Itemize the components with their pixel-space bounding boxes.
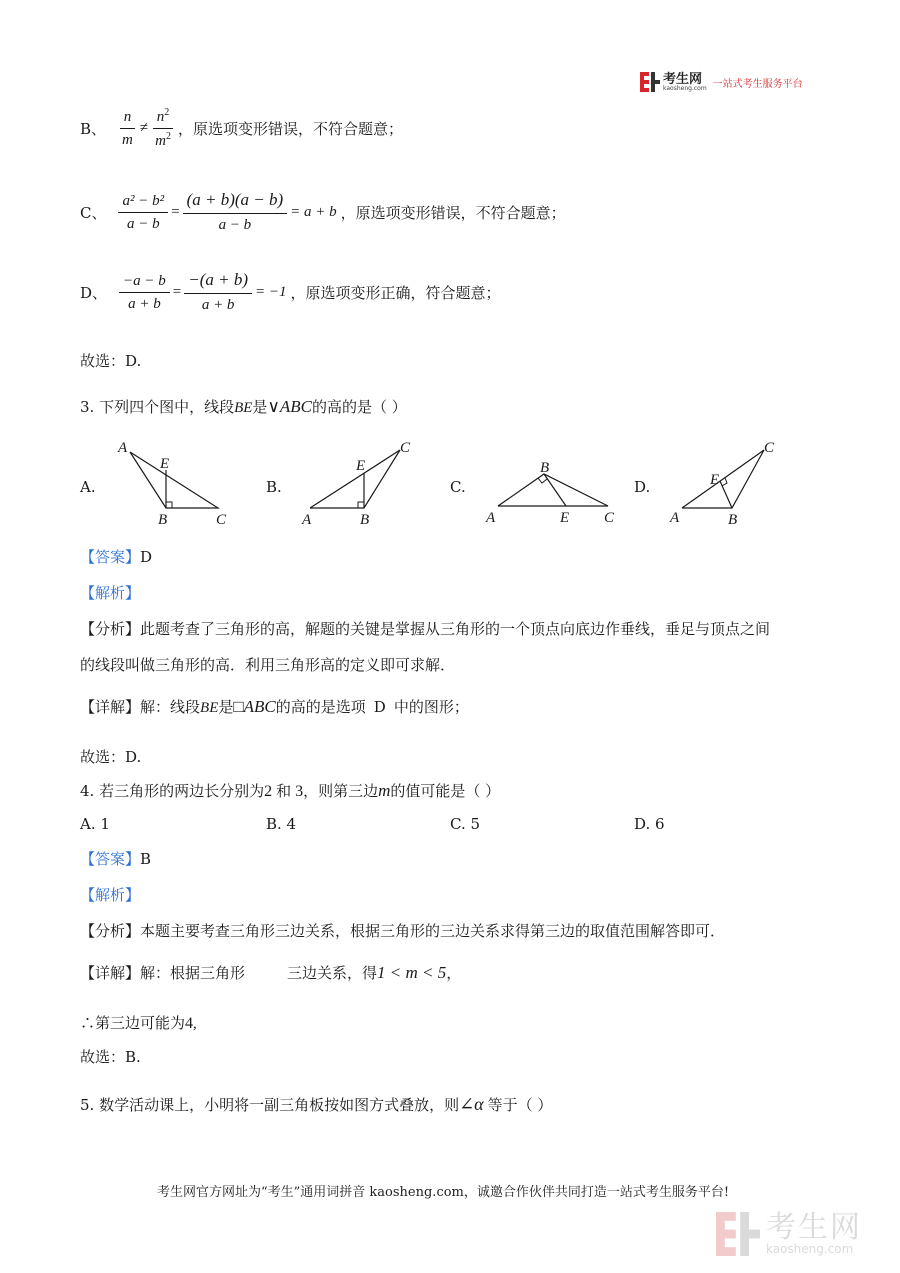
q3-detail (80, 696, 469, 717)
q4-suffix: 的值可能是（ ） (390, 782, 501, 800)
label-e: E (356, 458, 366, 474)
label-c: C (604, 510, 615, 526)
q5-prefix: 5. 数学活动课上，小明将一副三角板按如图方式叠放，则 (80, 1096, 460, 1114)
detail-d: D (373, 698, 386, 716)
label-b: B (158, 512, 168, 528)
label-a: A (486, 510, 496, 526)
option-b-comment: ，原选项变形错误，不符合题意； (177, 119, 403, 138)
option-c-line: C、 $\frac{\text{a² − b²}}{a - b}$ = $\frac{(a + b)(a - b)}{a - b}$ = a + b ，原选项变形错误，不符合题意； (80, 190, 566, 233)
watermark-logo-icon (716, 1212, 760, 1256)
detail-pre: 解：根据三角形 (140, 964, 246, 982)
q5-suffix: 等于（ ） (487, 1096, 553, 1114)
frac-left (118, 192, 168, 233)
q3-be: BE (234, 400, 253, 416)
frac-num: −(a + b) (184, 270, 252, 293)
q3-choice-a: A. (80, 478, 96, 496)
answer-value: B (140, 850, 152, 868)
frac-den: a − b (218, 216, 252, 233)
option-d-label: D、 (80, 283, 108, 302)
triangle-a (130, 452, 218, 508)
frac-den: a + b (201, 296, 235, 313)
q4-analysis-label: 【解析】 (80, 886, 141, 904)
label-b: B (728, 512, 738, 528)
frac-den: a + b (128, 295, 161, 312)
q4-final: 故选：B. (80, 1048, 141, 1066)
q3-choice-d: D. (634, 478, 651, 496)
therefore-value: 4 (185, 1015, 194, 1032)
brand-cn: 考生网 (663, 71, 703, 87)
brand-logo-icon (640, 72, 660, 92)
label-a: A (670, 510, 680, 526)
detail-triangle: □ABC (233, 697, 276, 716)
frac-den: m (122, 131, 133, 148)
q4-choice-d: D. 6 (634, 815, 665, 833)
brand-slogan: 一站式考生服务平台 (712, 78, 803, 90)
q4-therefore (80, 1012, 197, 1033)
watermark-cn: 考生网 (766, 1210, 862, 1245)
brand-en: kaosheng.com (663, 84, 707, 92)
q4-a: 2 (264, 783, 273, 800)
q3-final: 故选：D. (80, 748, 142, 766)
q5-angle: ∠α (459, 1094, 484, 1114)
q3-analysis-label: 【解析】 (80, 584, 141, 602)
detail-post: 的高的是选项 (275, 698, 366, 716)
label-c: C (216, 512, 227, 528)
q4-prefix: 4. 若三角形的两边长分别为 (80, 782, 265, 800)
answer-line-1: 故选：D. (80, 352, 142, 370)
frac-n2-over-m2 (151, 107, 175, 150)
q4-stem (80, 780, 500, 801)
frac-num: a² − b² (118, 192, 168, 213)
q4-choice-a: A. 1 (80, 815, 110, 833)
detail-mid: 三边关系，得 (287, 964, 378, 982)
q5-stem (80, 1094, 552, 1115)
option-d-comment: ，原选项变形正确，符合题意； (290, 283, 501, 302)
option-d-result: = −1 (255, 283, 287, 300)
answer-label: 【答案】 (80, 850, 141, 868)
detail-end: 中的图形； (393, 698, 469, 716)
frac-num: n (120, 108, 136, 129)
q3-suffix: 的高的是（ ） (312, 398, 407, 416)
therefore-comma: , (193, 1016, 197, 1032)
option-d-line: D、 $\frac{-a - b}{a + b}$ = $\frac{-(a + b)}{a + b}$ = −1 ，原选项变形正确，符合题意； (80, 270, 501, 313)
fenxi-label: 【分析】 (80, 922, 141, 940)
label-b: B (540, 460, 550, 476)
page-footer: 考生网官方网址为“考生”通用词拼音 kaosheng.com，诚邀合作伙伴共同打造一站式考生服务平台! (157, 1185, 730, 1200)
q4-b: 3 (295, 783, 304, 800)
answer-value: D (140, 548, 153, 566)
segment-be (544, 474, 566, 506)
detail-label: 【详解】 (80, 964, 141, 982)
triangle-c (498, 474, 608, 506)
q3-triangle: ∨ABC (267, 397, 312, 416)
detail-inequality: 1 < m < 5 (377, 963, 447, 982)
exponent: 2 (164, 106, 170, 118)
frac-left (119, 272, 170, 313)
q3-is: 是 (252, 398, 268, 416)
right-angle-mark (358, 502, 364, 508)
frac-num: n (156, 108, 165, 125)
figure-a (110, 436, 240, 528)
label-e: E (710, 472, 720, 488)
option-b-label: B、 (80, 119, 107, 138)
watermark-en: kaosheng.com (766, 1242, 854, 1256)
figure-d (664, 436, 794, 528)
neq-sign: ≠ (139, 119, 149, 136)
right-angle-mark (166, 502, 172, 508)
detail-label: 【详解】 (80, 698, 141, 716)
q3-stem (80, 396, 407, 417)
frac-den: m (155, 132, 166, 149)
watermark (716, 1212, 862, 1256)
q4-m: m (378, 781, 391, 800)
option-c-comment: ，原选项变形错误，不符合题意； (340, 203, 566, 222)
label-c: C (400, 440, 411, 456)
frac-mid (183, 190, 288, 233)
segment-be (720, 481, 732, 508)
option-c-result: = a + b (290, 203, 337, 220)
q3-fenxi-2: 的线段叫做三角形的高．利用三角形高的定义即可求解． (80, 656, 456, 674)
detail-be: BE (200, 700, 219, 716)
q3-answer (80, 546, 152, 567)
q4-detail (80, 962, 461, 983)
triangle-b (310, 450, 400, 508)
q3-choice-c: C. (450, 478, 466, 496)
q4-answer (80, 848, 151, 869)
detail-is: 是 (218, 698, 234, 716)
figure-b (296, 436, 426, 528)
detail-end: ， (446, 964, 462, 982)
answer-label: 【答案】 (80, 548, 141, 566)
label-c: C (764, 440, 775, 456)
header-logo (640, 72, 803, 92)
figure-c (480, 456, 620, 528)
label-a: A (118, 440, 128, 456)
option-c-label: C、 (80, 203, 107, 222)
fenxi-text: 本题主要考查三角形三边关系，根据三角形的三边关系求得第三边的取值范围解答即可． (140, 922, 726, 940)
q4-choice-c: C. 5 (450, 815, 481, 833)
frac-num: −a − b (119, 272, 170, 293)
label-a: A (302, 512, 312, 528)
q3-choice-b: B. (266, 478, 282, 496)
detail-pre: 解：线段 (140, 698, 201, 716)
q3-prefix: 3. 下列四个图中，线段 (80, 398, 235, 416)
label-e: E (560, 510, 570, 526)
q4-and: 和 (276, 782, 292, 800)
frac-den: a − b (126, 215, 160, 232)
option-b-line (80, 104, 403, 152)
q4-mid: ，则第三边 (303, 782, 379, 800)
exponent: 2 (165, 130, 171, 142)
label-e: E (160, 456, 170, 472)
therefore-text: ∴第三边可能为 (80, 1014, 186, 1032)
q4-choice-b: B. 4 (266, 815, 297, 833)
frac-num: (a + b)(a − b) (183, 190, 288, 213)
label-b: B (360, 512, 370, 528)
frac-mid (184, 270, 252, 313)
triangle-d (682, 450, 764, 508)
right-angle-mark (538, 478, 547, 483)
q4-fenxi (80, 920, 725, 941)
frac-n-over-m (118, 108, 137, 149)
q3-fenxi-1 (80, 618, 770, 639)
fenxi-text: 此题考查了三角形的高，解题的关键是掌握从三角形的一个顶点向底边作垂线，垂足与顶点之间 (140, 620, 771, 638)
fenxi-label: 【分析】 (80, 620, 141, 638)
